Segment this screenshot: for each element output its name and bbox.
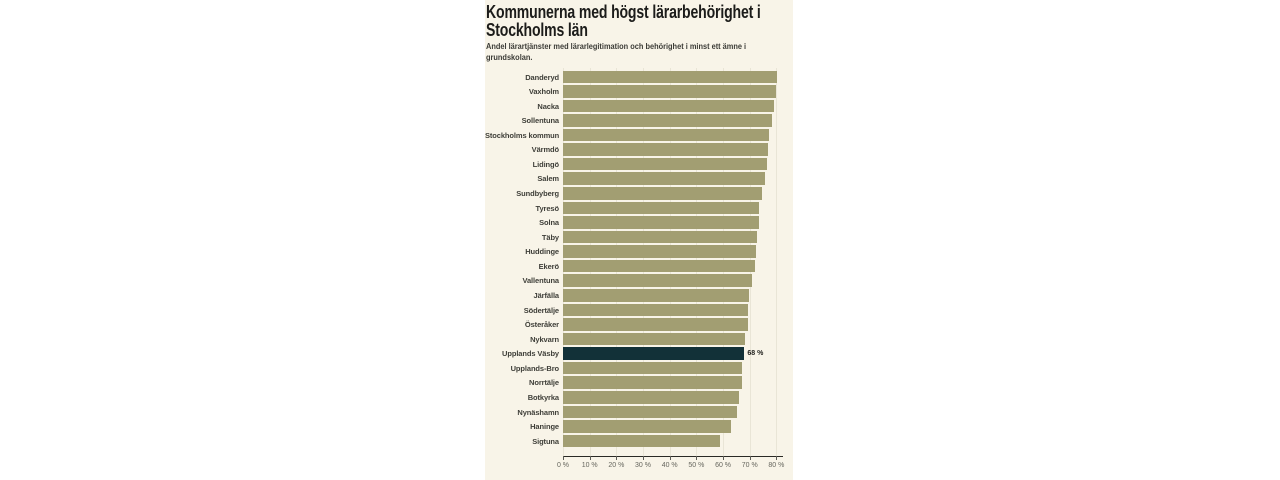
bar[interactable] — [563, 391, 739, 404]
bar[interactable] — [563, 100, 774, 113]
bar[interactable] — [563, 318, 748, 331]
axis-tick — [750, 456, 751, 460]
bar[interactable] — [563, 172, 765, 185]
chart-panel — [485, 0, 793, 480]
category-label: Salem — [537, 174, 559, 184]
bar[interactable] — [563, 231, 757, 244]
axis-tick — [563, 456, 564, 460]
category-label: Österåker — [524, 320, 559, 330]
category-label: Norrtälje — [529, 378, 559, 388]
axis-tick-label: 10 % — [581, 462, 598, 469]
category-label: Täby — [541, 232, 559, 242]
bar[interactable] — [563, 274, 752, 287]
bar[interactable] — [563, 202, 759, 215]
axis-tick-label: 30 % — [635, 462, 651, 469]
bar[interactable] — [563, 245, 756, 258]
category-label: Upplands-Bro — [510, 363, 559, 373]
bar[interactable] — [563, 289, 749, 302]
category-label: Sigtuna — [532, 436, 559, 446]
category-label: Tyresö — [535, 203, 559, 213]
chart-title-line-1: Kommunerna med högst lärarbehörighet i — [486, 1, 761, 22]
plot-area — [485, 68, 785, 469]
bar[interactable] — [563, 187, 762, 200]
category-label: Botkyrka — [527, 393, 559, 403]
bar[interactable] — [563, 304, 748, 317]
bar[interactable] — [563, 158, 767, 171]
axis-tick — [670, 456, 671, 460]
category-label: Nykvarn — [530, 334, 559, 344]
axis-tick — [616, 456, 617, 460]
chart-subtitle-line-1: Andel lärartjänster med lärarlegitimation och behörighet i minst ett ämne i — [486, 41, 747, 51]
bar[interactable] — [563, 362, 742, 375]
gridline — [776, 68, 777, 456]
category-label: Huddinge — [525, 247, 559, 257]
category-label: Järfälla — [533, 291, 559, 301]
bar[interactable] — [563, 114, 772, 127]
category-label: Solna — [539, 218, 559, 228]
category-label: Lidingö — [532, 159, 559, 169]
bar[interactable] — [563, 435, 720, 448]
bar[interactable] — [563, 143, 768, 156]
bar[interactable] — [563, 376, 742, 389]
category-label: Värmdö — [531, 145, 559, 155]
chart-subtitle-line-2: grundskolan. — [486, 52, 533, 62]
category-label: Upplands Väsby — [502, 349, 559, 359]
chart-subtitle — [485, 41, 793, 63]
category-label: Sundbyberg — [516, 189, 559, 199]
category-label: Ekerö — [538, 261, 559, 271]
category-label: Vaxholm — [528, 87, 559, 97]
bar[interactable] — [563, 129, 769, 142]
bar[interactable] — [563, 260, 755, 273]
category-label: Sollentuna — [521, 116, 559, 126]
bar[interactable] — [563, 420, 731, 433]
bar[interactable] — [563, 333, 745, 346]
category-label: Stockholms kommun — [485, 130, 560, 140]
axis-tick-label: 60 % — [715, 462, 732, 469]
axis-tick — [723, 456, 724, 460]
axis-tick-label: 0 % — [556, 462, 570, 469]
category-label: Nynäshamn — [517, 407, 559, 417]
axis-tick-label: 40 % — [661, 462, 678, 469]
bar[interactable] — [563, 216, 759, 229]
axis-tick-label: 20 % — [608, 462, 625, 469]
highlight-bar[interactable] — [563, 347, 744, 360]
category-label: Danderyd — [525, 72, 559, 82]
axis-tick-label: 80 % — [768, 462, 785, 469]
axis-tick — [590, 456, 591, 460]
bar[interactable] — [563, 85, 776, 98]
category-label: Nacka — [537, 101, 559, 111]
bar[interactable] — [563, 71, 777, 84]
bar-chart — [485, 68, 793, 469]
category-label: Södertälje — [523, 305, 559, 315]
axis-tick — [776, 456, 777, 460]
axis-tick — [643, 456, 644, 460]
chart-title-line-2: Stockholms län — [486, 19, 588, 40]
axis-tick — [696, 456, 697, 460]
category-label: Haninge — [530, 422, 559, 432]
axis-tick-label: 70 % — [741, 462, 758, 469]
chart-title — [485, 0, 793, 39]
axis-tick-label: 50 % — [688, 462, 705, 469]
bar[interactable] — [563, 406, 737, 419]
bar-value-label: 68 % — [747, 350, 764, 358]
category-label: Vallentuna — [522, 276, 559, 286]
